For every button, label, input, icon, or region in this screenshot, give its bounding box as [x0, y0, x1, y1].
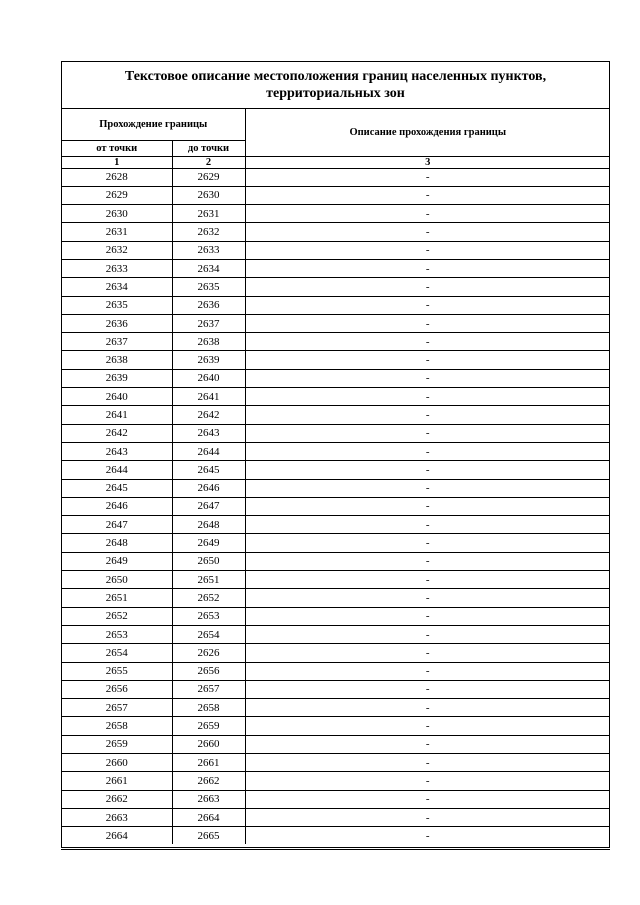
- cell-description: -: [245, 296, 610, 314]
- cell-from-point: 2631: [62, 223, 172, 241]
- table-row: [62, 442, 610, 460]
- cell-description: -: [245, 754, 610, 772]
- cell-description: -: [245, 717, 610, 735]
- cell-description: -: [245, 516, 610, 534]
- cell-to-point: 2631: [172, 205, 245, 223]
- cell-to-point: 2659: [172, 717, 245, 735]
- cell-to-point: 2654: [172, 625, 245, 643]
- table-row: [62, 388, 610, 406]
- cell-from-point: 2643: [62, 442, 172, 460]
- cell-to-point: 2645: [172, 461, 245, 479]
- cell-to-point: 2658: [172, 699, 245, 717]
- cell-description: -: [245, 241, 610, 259]
- cell-to-point: 2651: [172, 571, 245, 589]
- table-row: [62, 607, 610, 625]
- cell-from-point: 2651: [62, 589, 172, 607]
- cell-description: -: [245, 388, 610, 406]
- cell-description: -: [245, 552, 610, 570]
- cell-description: -: [245, 699, 610, 717]
- cell-from-point: 2648: [62, 534, 172, 552]
- boundary-table: [62, 109, 610, 844]
- cell-to-point: 2642: [172, 406, 245, 424]
- table-row: [62, 534, 610, 552]
- cell-from-point: 2628: [62, 168, 172, 186]
- cell-to-point: 2662: [172, 772, 245, 790]
- table-row: [62, 772, 610, 790]
- cell-from-point: 2640: [62, 388, 172, 406]
- cell-to-point: 2652: [172, 589, 245, 607]
- document-title: [62, 62, 609, 109]
- table-row: [62, 699, 610, 717]
- cell-to-point: 2635: [172, 278, 245, 296]
- cell-from-point: 2633: [62, 259, 172, 277]
- cell-from-point: 2660: [62, 754, 172, 772]
- table-row: [62, 424, 610, 442]
- cell-from-point: 2639: [62, 369, 172, 387]
- cell-from-point: 2642: [62, 424, 172, 442]
- cell-to-point: 2664: [172, 808, 245, 826]
- cell-to-point: 2630: [172, 186, 245, 204]
- cell-from-point: 2636: [62, 314, 172, 332]
- table-row: [62, 717, 610, 735]
- header-col-number-1: 1: [62, 156, 172, 168]
- table-row: [62, 790, 610, 808]
- table-row: [62, 259, 610, 277]
- table-row: [62, 497, 610, 515]
- cell-description: -: [245, 406, 610, 424]
- cell-from-point: 2649: [62, 552, 172, 570]
- cell-to-point: 2634: [172, 259, 245, 277]
- cell-to-point: 2665: [172, 827, 245, 845]
- table-row: [62, 479, 610, 497]
- cell-from-point: 2663: [62, 808, 172, 826]
- cell-to-point: 2648: [172, 516, 245, 534]
- table-row: [62, 662, 610, 680]
- cell-to-point: 2647: [172, 497, 245, 515]
- cell-from-point: 2662: [62, 790, 172, 808]
- cell-from-point: 2656: [62, 680, 172, 698]
- cell-description: -: [245, 735, 610, 753]
- cell-to-point: 2632: [172, 223, 245, 241]
- cell-description: -: [245, 625, 610, 643]
- cell-to-point: 2656: [172, 662, 245, 680]
- cell-to-point: 2636: [172, 296, 245, 314]
- table-row: [62, 461, 610, 479]
- table-row: [62, 296, 610, 314]
- header-to-point: до точки: [172, 140, 245, 156]
- cell-to-point: 2660: [172, 735, 245, 753]
- cell-description: -: [245, 369, 610, 387]
- cell-from-point: 2657: [62, 699, 172, 717]
- cell-description: -: [245, 278, 610, 296]
- cell-from-point: 2637: [62, 333, 172, 351]
- table-row: [62, 186, 610, 204]
- table-row: [62, 735, 610, 753]
- table-body: [62, 168, 610, 844]
- cell-to-point: 2663: [172, 790, 245, 808]
- table-row: [62, 333, 610, 351]
- cell-description: -: [245, 186, 610, 204]
- cell-description: -: [245, 827, 610, 845]
- title-line-1: Текстовое описание местоположения границ населенных пунктов,: [124, 69, 547, 84]
- table-row: [62, 278, 610, 296]
- cell-from-point: 2653: [62, 625, 172, 643]
- cell-description: -: [245, 644, 610, 662]
- cell-description: -: [245, 461, 610, 479]
- cell-from-point: 2629: [62, 186, 172, 204]
- cell-description: -: [245, 534, 610, 552]
- table-row: [62, 552, 610, 570]
- table-row: [62, 241, 610, 259]
- cell-description: -: [245, 442, 610, 460]
- cell-to-point: 2626: [172, 644, 245, 662]
- cell-from-point: 2646: [62, 497, 172, 515]
- cell-description: -: [245, 589, 610, 607]
- cell-to-point: 2657: [172, 680, 245, 698]
- cell-from-point: 2632: [62, 241, 172, 259]
- table-row: [62, 754, 610, 772]
- table-row: [62, 351, 610, 369]
- cell-to-point: 2649: [172, 534, 245, 552]
- table-row: [62, 625, 610, 643]
- table-row: [62, 168, 610, 186]
- cell-from-point: 2650: [62, 571, 172, 589]
- cell-from-point: 2647: [62, 516, 172, 534]
- table-row: [62, 680, 610, 698]
- cell-to-point: 2638: [172, 333, 245, 351]
- cell-to-point: 2646: [172, 479, 245, 497]
- cell-from-point: 2635: [62, 296, 172, 314]
- cell-to-point: 2629: [172, 168, 245, 186]
- table-row: [62, 314, 610, 332]
- cell-description: -: [245, 790, 610, 808]
- cell-description: -: [245, 772, 610, 790]
- table-row: [62, 205, 610, 223]
- cell-from-point: 2652: [62, 607, 172, 625]
- cell-from-point: 2630: [62, 205, 172, 223]
- cell-description: -: [245, 497, 610, 515]
- cell-description: -: [245, 680, 610, 698]
- cell-from-point: 2664: [62, 827, 172, 845]
- table-row: [62, 516, 610, 534]
- cell-from-point: 2655: [62, 662, 172, 680]
- cell-to-point: 2644: [172, 442, 245, 460]
- header-description: Описание прохождения границы: [245, 109, 610, 156]
- table-row: [62, 808, 610, 826]
- cell-description: -: [245, 314, 610, 332]
- cell-from-point: 2638: [62, 351, 172, 369]
- header-group-label: Прохождение границы: [62, 109, 245, 140]
- cell-description: -: [245, 607, 610, 625]
- header-from-point: от точки: [62, 140, 172, 156]
- document-sheet: [61, 61, 610, 848]
- table-row: [62, 223, 610, 241]
- cell-from-point: 2661: [62, 772, 172, 790]
- table-row: [62, 369, 610, 387]
- header-col-number-2: 2: [172, 156, 245, 168]
- table-row: [62, 644, 610, 662]
- cell-description: -: [245, 333, 610, 351]
- cell-description: -: [245, 351, 610, 369]
- cell-description: -: [245, 662, 610, 680]
- cell-from-point: 2634: [62, 278, 172, 296]
- cell-description: -: [245, 259, 610, 277]
- cell-to-point: 2640: [172, 369, 245, 387]
- cell-to-point: 2637: [172, 314, 245, 332]
- cell-to-point: 2641: [172, 388, 245, 406]
- cell-to-point: 2653: [172, 607, 245, 625]
- cell-to-point: 2650: [172, 552, 245, 570]
- cell-description: -: [245, 808, 610, 826]
- cell-from-point: 2644: [62, 461, 172, 479]
- cell-from-point: 2658: [62, 717, 172, 735]
- cell-from-point: 2659: [62, 735, 172, 753]
- table-row: [62, 571, 610, 589]
- cell-description: -: [245, 424, 610, 442]
- table-row: [62, 827, 610, 845]
- header-col-number-3: 3: [245, 156, 610, 168]
- cell-from-point: 2645: [62, 479, 172, 497]
- bottom-border-line: [61, 849, 610, 850]
- cell-description: -: [245, 205, 610, 223]
- cell-description: -: [245, 168, 610, 186]
- cell-description: -: [245, 223, 610, 241]
- table-row: [62, 589, 610, 607]
- cell-to-point: 2633: [172, 241, 245, 259]
- cell-to-point: 2661: [172, 754, 245, 772]
- table-row: [62, 406, 610, 424]
- cell-from-point: 2641: [62, 406, 172, 424]
- cell-description: -: [245, 479, 610, 497]
- title-line-2: территориальных зон: [266, 86, 405, 101]
- cell-to-point: 2643: [172, 424, 245, 442]
- cell-description: -: [245, 571, 610, 589]
- cell-from-point: 2654: [62, 644, 172, 662]
- cell-to-point: 2639: [172, 351, 245, 369]
